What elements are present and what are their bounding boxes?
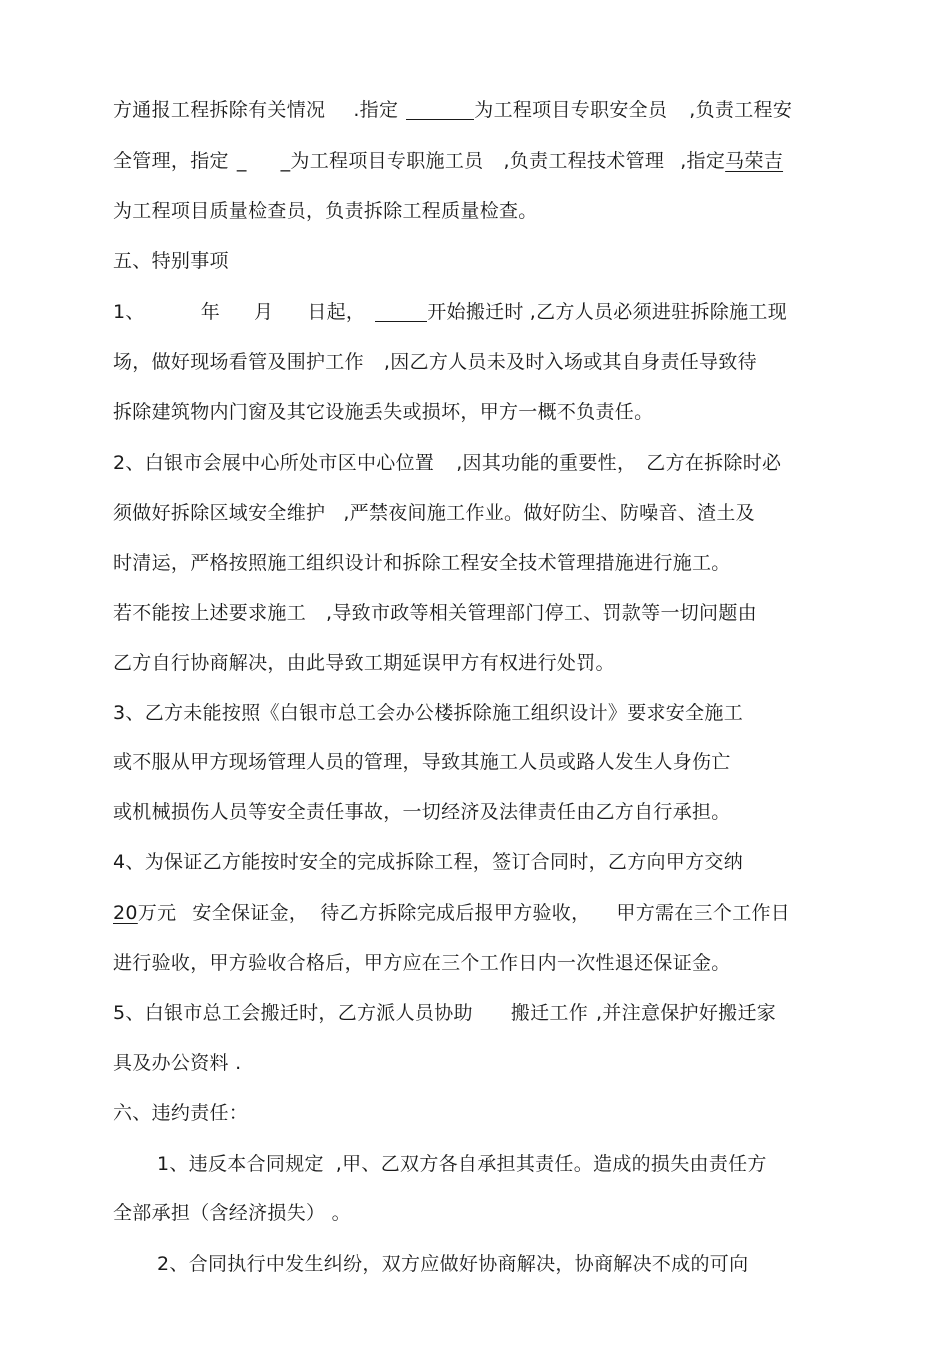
text-segment: ,指定 [680, 150, 726, 172]
text-segment: 甲方需在三个工作日 [616, 902, 791, 924]
text-segment: 待乙方拆除完成后报甲方验收， [320, 902, 591, 924]
text-line: 2、合同执行中发生纠纷，双方应做好协商解决，协商解决不成的可向 [157, 1253, 749, 1275]
section-heading: 六、违约责任： [113, 1102, 249, 1124]
text-line [113, 500, 755, 526]
text-segment: 月 [254, 301, 274, 323]
text-line [113, 148, 783, 174]
text-line [157, 1151, 767, 1177]
fill-blank [406, 99, 474, 120]
text-segment: ,严禁夜间施工作业。做好防尘、防噪音、渣土及 [343, 502, 755, 524]
text-segment: 5、白银市总工会搬迁时，乙方派人员协助 [113, 1002, 473, 1024]
text-segment: ,并注意保护好搬迁家 [596, 1002, 777, 1024]
text-segment: .指定 [353, 99, 399, 121]
text-line: 3、乙方未能按照《白银市总工会办公楼拆除施工组织设计》要求安全施工 [113, 702, 743, 724]
text-line: 或不服从甲方现场管理人员的管理，导致其施工人员或路人发生人身伤亡 [113, 751, 731, 773]
text-segment: ,因乙方人员未及时入场或其自身责任导致待 [383, 351, 757, 373]
text-segment: 安全保证金， [192, 902, 309, 924]
text-segment: ,负责工程技术管理 [503, 150, 665, 172]
text-line: 为工程项目质量检查员，负责拆除工程质量检查。 [113, 200, 538, 222]
text-segment: 开始搬迁时 [427, 301, 524, 323]
text-segment: 场，做好现场看管及围护工作 [113, 351, 364, 373]
text-line [113, 349, 757, 375]
text-line: 拆除建筑物内门窗及其它设施丢失或损坏，甲方一概不负责任。 [113, 401, 654, 423]
text-segment: 年 [200, 301, 221, 323]
list-number: 1、 [113, 301, 145, 323]
text-line: 时清运，严格按照施工组织设计和拆除工程安全技术管理措施进行施工。 [113, 552, 731, 574]
underlined-name: 马荣吉 [725, 150, 784, 172]
text-line [113, 1000, 776, 1026]
text-segment: 乙方在拆除时必 [646, 452, 782, 474]
text-line: 或机械损伤人员等安全责任事故，一切经济及法律责任由乙方自行承担。 [113, 801, 731, 823]
text-segment: 2、白银市会展中心所处市区中心位置 [113, 452, 435, 474]
text-segment: ,甲、乙双方各自承担其责任。造成的损失由责任方 [335, 1153, 767, 1175]
text-line: 进行验收，甲方验收合格后，甲方应在三个工作日内一次性退还保证金。 [113, 952, 731, 974]
text-line [113, 97, 792, 123]
text-segment: 方通报工程拆除有关情况 [113, 99, 326, 121]
text-line [113, 600, 757, 626]
text-segment: 若不能按上述要求施工 [113, 602, 307, 624]
text-segment: _ [236, 150, 247, 172]
text-segment: ,乙方人员必须进驻拆除施工现 [529, 301, 787, 323]
text-line: 乙方自行协商解决，由此导致工期延误甲方有权进行处罚。 [113, 652, 615, 674]
text-line: 4、为保证乙方能按时安全的完成拆除工程，签订合同时，乙方向甲方交纳 [113, 851, 743, 873]
text-segment: ,因其功能的重要性， [456, 452, 637, 474]
fill-blank [375, 301, 427, 322]
text-segment: _为工程项目专职施工员 [280, 150, 484, 172]
text-line [113, 900, 790, 926]
underlined-amount: 20 [113, 902, 138, 924]
text-segment: 搬迁工作 [510, 1002, 588, 1024]
section-heading: 五、特别事项 [113, 250, 229, 272]
text-line [113, 450, 781, 476]
text-segment: 日起， [307, 301, 366, 323]
text-segment: 全管理，指定 [113, 150, 229, 172]
text-segment: 万元 [137, 902, 177, 924]
text-segment: ,导致市政等相关管理部门停工、罚款等一切问题由 [326, 602, 757, 624]
text-segment: 1、违反本合同规定 [157, 1153, 324, 1175]
text-line [113, 299, 787, 325]
text-segment: 为工程项目专职安全员 [474, 99, 668, 121]
text-line: 全部承担（含经济损失） 。 [113, 1202, 351, 1224]
text-segment: 须做好拆除区域安全维护 [113, 502, 326, 524]
text-segment: ,负责工程安 [689, 99, 793, 121]
text-line: 具及办公资料 . [113, 1052, 242, 1074]
